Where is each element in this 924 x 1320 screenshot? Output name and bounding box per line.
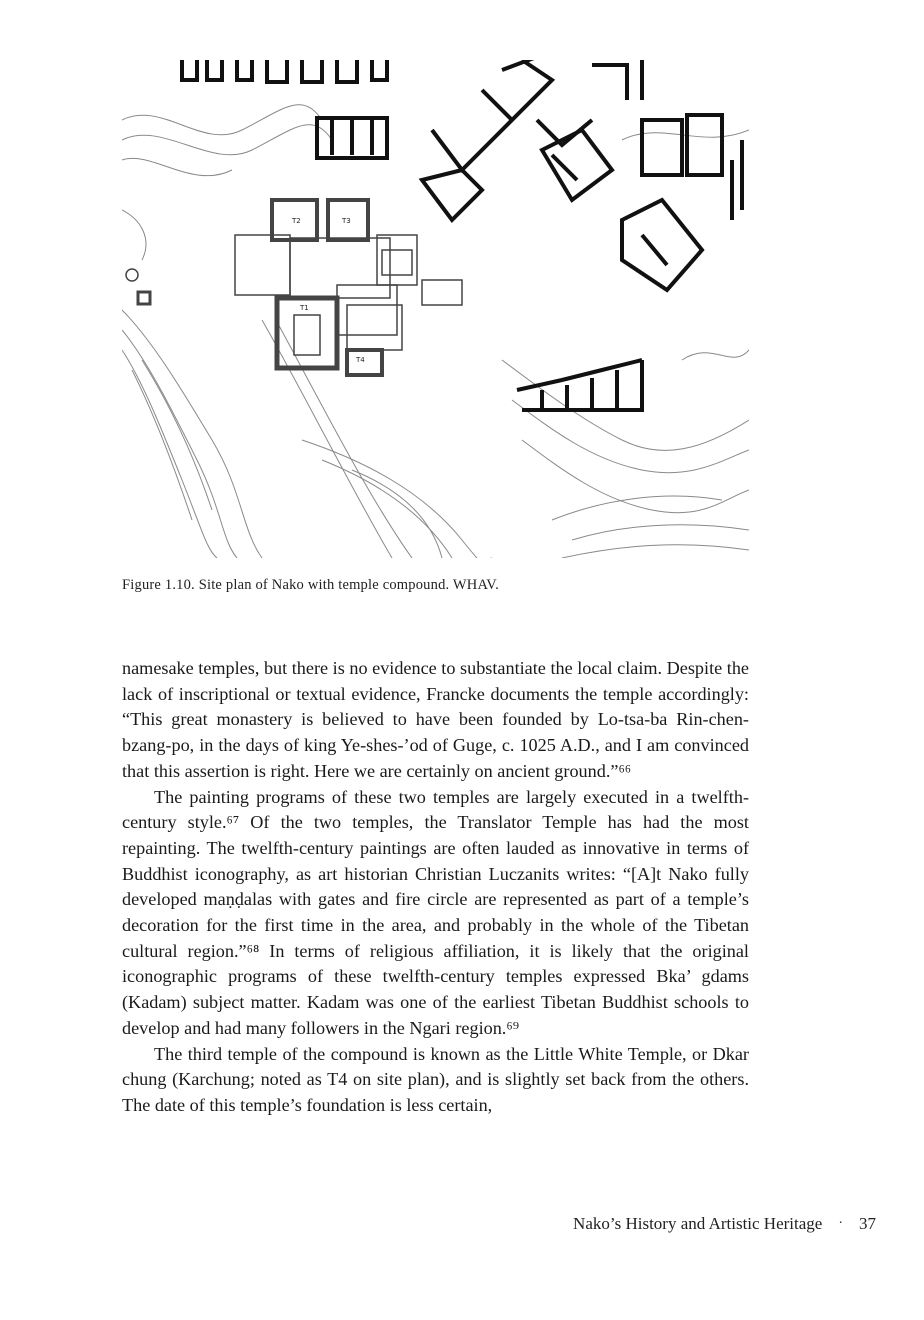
contour-lines	[122, 105, 749, 558]
paragraph: namesake temples, but there is no evidence to substantiate the local claim. Despite the lack of inscriptional or textual evidence, Francke documents the temple accordingly: “This great monastery is believed to have been founded by Lo-tsa-ba Rin-chen-bzang-po, in the days of king Ye-shes-’od of Guge, c. 1025 A.D., and I am convinced that this assertion is right. Here we are certainly on ancient ground.”⁶⁶	[122, 658, 749, 781]
building-outlines	[182, 60, 742, 412]
site-plan-drawing	[122, 60, 749, 558]
page-footer	[573, 1214, 876, 1234]
paragraph: The third temple of the compound is known as the Little White Temple, or Dkar chung (Karchung; noted as T4 on site plan), and is slightly set back from the others. The date of this temple’s foundation is less certain,	[122, 1043, 749, 1115]
temple-label-t3: T3	[342, 217, 351, 225]
running-title: Nako’s History and Artistic Heritage	[573, 1214, 823, 1233]
body-text	[122, 656, 749, 1119]
figure-caption: Figure 1.10. Site plan of Nako with temple compound. WHAV.	[122, 577, 499, 593]
temple-label-t1: T1	[300, 304, 309, 312]
paragraph: The painting programs of these two temples are largely executed in a twelfth-century style.⁶⁷ Of the two temples, the Translator Temple has had the most repainting. The twelfth-century paintings are often lauded as innovative in terms of Buddhist iconography, as art historian Christian Luczanits writes: “[A]t Nako fully developed maṇḍalas with gates and fire circle are represented as part of a temple’s decoration for the first time in the area, and probably in the whole of the Tibetan cultural region.”⁶⁸ In terms of religious affiliation, it is likely that the original iconographic programs of these twelfth-century temples expressed Bka’ gdams (Kadam) subject matter. Kadam was one of the earliest Tibetan Buddhist schools to develop and had many followers in the Ngari region.⁶⁹	[122, 786, 749, 1038]
temple-compound	[126, 200, 462, 375]
temple-label-t4: T4	[356, 356, 365, 364]
temple-label-t2: T2	[292, 217, 301, 225]
page-number: 37	[859, 1214, 876, 1233]
site-plan-figure	[122, 60, 749, 558]
footer-separator: ·	[838, 1216, 843, 1231]
